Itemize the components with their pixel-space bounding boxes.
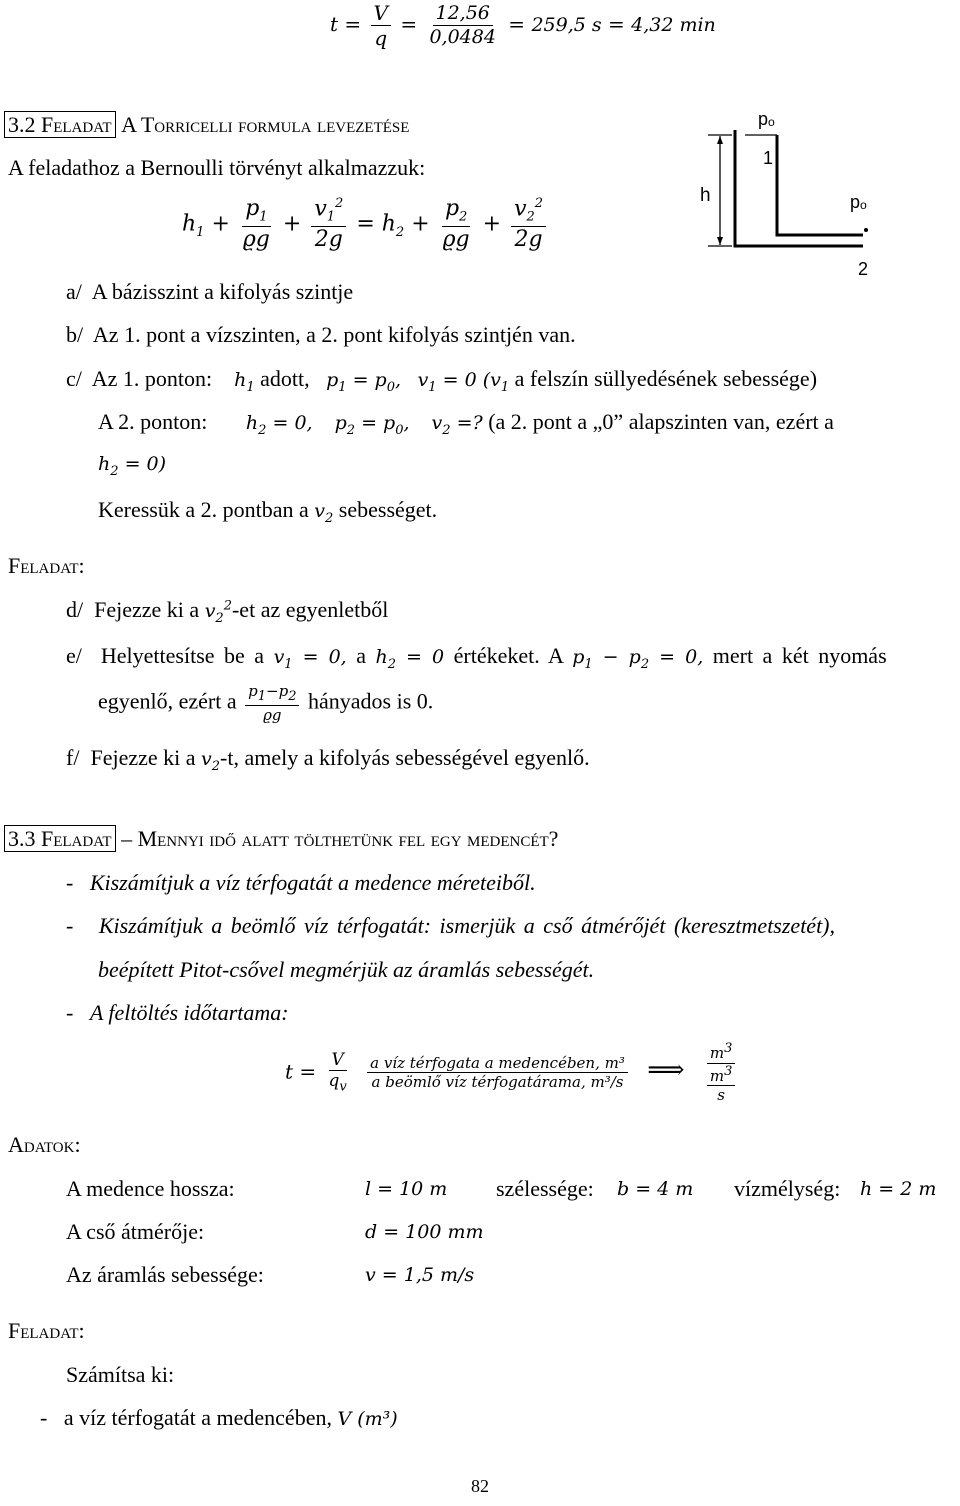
torricelli-diagram xyxy=(690,105,900,280)
frac-num-value: 12,56 xyxy=(433,3,493,26)
item-e2-pre: egyenlő, ezért a xyxy=(98,688,237,714)
item-c-note: (a 2. pont a „0” alapszinten van, ezért a xyxy=(488,409,834,434)
bullet-2-text: Kiszámítjuk a beömlő víz térfogatát: ismerjük a cső átmérőjét (keresztmetszetét), xyxy=(98,913,836,938)
bullet-1-text: Kiszámítjuk a víz térfogatát a medence méreteiből. xyxy=(89,870,536,895)
item-c-point2-line: A 2. ponton: $h_2 = 0$, $p_2 = p_0$, $v_2$ =? (a 2. pont a „0” alapszinten van, ezért a xyxy=(98,409,834,438)
result-minutes: 4,32 min xyxy=(631,14,716,36)
page-number: 82 xyxy=(471,1476,489,1496)
item-a-prefix: a/ xyxy=(66,279,82,304)
item-c: c/ Az 1. ponton: $h_1$ adott, $p_1 = p_0$, $v_1 = 0$ ($v_1$ a felszín süllyedésének sebessége) xyxy=(66,366,818,395)
item-a-text: A bázisszint a kifolyás szintje xyxy=(91,279,354,304)
formula-t: t xyxy=(330,12,339,36)
hossza-value: l = 10 m xyxy=(365,1178,448,1200)
cso-label: A cső átmérője: xyxy=(66,1219,205,1244)
hossza-label: A medence hossza: xyxy=(66,1176,235,1201)
section-number: 3.2 xyxy=(8,112,36,137)
section-word: Feladat xyxy=(41,112,112,137)
adatok-label: Adatok: xyxy=(8,1132,81,1157)
item-e: e/ Helyettesítse be a $v_1 = 0$, a $h_2 = 0$ értékeket. A $p_1 - p_2 = 0$, mert a két nyomás xyxy=(66,643,887,672)
section-number: 3.3 xyxy=(8,826,36,851)
bullet-1: - Kiszámítjuk a víz térfogatát a medence méreteiből. xyxy=(66,870,536,895)
bullet-2: - Kiszámítjuk a beömlő víz térfogatát: ismerjük a cső átmérőjét (keresztmetszetét), xyxy=(66,913,836,938)
item-e-line2: egyenlő, ezért a $\frac{p_1-p_2}{ϱg}$ hányados is 0. xyxy=(98,682,434,725)
last-item-text: a víz térfogatát a medencében, xyxy=(63,1405,332,1430)
item-f-prefix: f/ xyxy=(66,745,80,770)
aramlas-value: v = 1,5 m/s xyxy=(365,1264,475,1286)
last-item: - a víz térfogatát a medencében, V (m³) xyxy=(40,1405,398,1430)
point-1-label: 1 xyxy=(763,148,774,168)
item-e-mid: a xyxy=(356,643,366,668)
section-title: A Torricelli formula levezetése xyxy=(121,112,410,137)
item-b xyxy=(66,322,576,348)
bullet-3-text: A feltöltés időtartama: xyxy=(89,1000,289,1025)
item-d-post: -et az egyenletből xyxy=(231,597,389,622)
section-title: – Mennyi idő alatt tölthetünk fel egy medencét? xyxy=(121,826,559,851)
vizmelyseg-value: h = 2 m xyxy=(860,1178,937,1200)
item-c-prefix: c/ xyxy=(66,366,82,391)
item-e2-post: hányados is 0. xyxy=(307,688,434,714)
section-word: Feladat xyxy=(41,826,112,851)
szelesseg-value: b = 4 m xyxy=(617,1178,694,1200)
item-c-paren: a felszín süllyedésének sebessége) xyxy=(514,366,818,391)
frac-den-value: 0,0484 xyxy=(429,26,496,48)
cso-value: d = 100 mm xyxy=(365,1221,484,1243)
feladat-label-2: Feladat: xyxy=(8,1318,85,1343)
vizmelyseg-label: vízmélység: xyxy=(734,1176,841,1201)
item-c-adott: adott, xyxy=(260,366,310,391)
formula-denominator-text: a beömlő víz térfogatárama, m³/s xyxy=(371,1073,624,1092)
section-32-heading xyxy=(8,112,409,138)
item-c-point1: Az 1. ponton: xyxy=(91,366,213,391)
feladat-label-1: Feladat: xyxy=(8,553,85,578)
intro-text: A feladathoz a Bernoulli törvényt alkalmazzuk: xyxy=(8,155,426,180)
bullet-2-cont: beépített Pitot-csővel megmérjük az áramlás sebességét. xyxy=(98,957,595,982)
item-d-pre: Fejezze ki a xyxy=(94,597,200,622)
result-seconds: 259,5 s xyxy=(531,14,602,36)
top-formula: t = $\frac{V}{q}$ = $\frac{12,56}{0,0484}$ = 259,5 s = 4,32 min xyxy=(330,1,716,50)
szelesseg-label: szélessége: xyxy=(496,1176,594,1201)
item-c-point2: A 2. ponton: xyxy=(98,409,208,434)
aramlas-label: Az áramlás sebessége: xyxy=(66,1262,264,1287)
frac-den-q: q xyxy=(374,26,388,50)
formula-numerator-text: a víz térfogata a medencében, m³ xyxy=(367,1055,628,1074)
item-e-prefix: e/ xyxy=(66,643,82,668)
keressuk-post: sebességet. xyxy=(338,497,438,522)
item-f-pre: Fejezze ki a xyxy=(90,745,196,770)
keressuk-line: Keressük a 2. pontban a $v_2$ sebességet. xyxy=(98,497,438,526)
p0-top-label: pₒ xyxy=(758,109,775,129)
item-a xyxy=(66,279,353,305)
last-item-value: V (m³) xyxy=(337,1408,398,1430)
item-b-text: Az 1. pont a vízszinten, a 2. pont kifolyás szintjén van. xyxy=(92,322,576,347)
keressuk-pre: Keressük a 2. pontban a xyxy=(98,497,309,522)
item-f: f/ Fejezze ki a $v_2-t$, amely a kifolyás sebességével egyenlő. xyxy=(66,745,590,774)
item-e-end: mert a két nyomás xyxy=(712,643,887,668)
bullet-3: - A feltöltés időtartama: xyxy=(66,1000,289,1025)
point-2-label: 2 xyxy=(858,259,869,279)
item-e-pre: Helyettesítse be a xyxy=(100,643,265,668)
h-label: h xyxy=(700,185,711,206)
p0-right-label: pₒ xyxy=(850,192,867,212)
item-d: d/ Fejezze ki a $v_2^2-et$ az egyenletből xyxy=(66,597,389,626)
section-33-heading xyxy=(8,826,558,852)
item-b-prefix: b/ xyxy=(66,322,84,347)
h2-zero: $h_2 = 0$) xyxy=(98,453,167,479)
szamitsa-ki: Számítsa ki: xyxy=(66,1362,175,1387)
bernoulli-equation: $h_1$ + $\frac{p_1}{ϱg}$ + $\frac{v_1^2}{2g}$ = $h_2$ + $\frac{p_2}{ϱg}$ + $\frac{v_2^2}{2g}$ xyxy=(182,197,549,252)
item-e-post: értékeket. A xyxy=(453,643,563,668)
item-d-prefix: d/ xyxy=(66,597,84,622)
time-formula: t = $\frac{V}{q_v}$ $\frac{\text{a víz térfogata a medencében, m³}}{\text{a beömlő víz térfogatárama, m³/s}}$ ⟹ $\frac{m^3}{\frac{m^3}{s}}$ xyxy=(285,1042,741,1104)
item-f-post: -t, amely a kifolyás sebességével egyenlő. xyxy=(220,745,590,770)
frac-num-V: V xyxy=(371,2,391,26)
